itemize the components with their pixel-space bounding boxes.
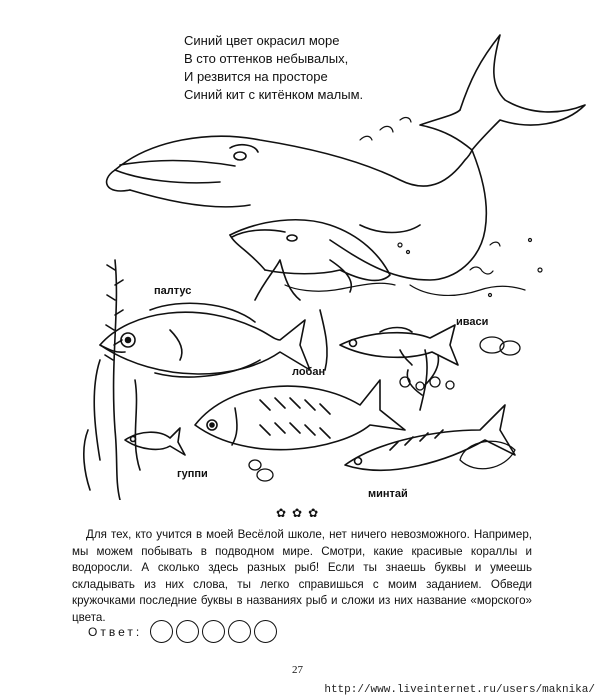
answer-label: Ответ: bbox=[88, 624, 143, 639]
fish-loban bbox=[195, 380, 405, 450]
answer-circle[interactable] bbox=[254, 620, 277, 643]
poem-line: Синий кит с китёнком малым. bbox=[184, 87, 364, 102]
answer-circle[interactable] bbox=[228, 620, 251, 643]
poem-line: Синий цвет окрасил море bbox=[184, 33, 340, 48]
big-whale bbox=[107, 136, 487, 280]
seaweed-center bbox=[255, 260, 327, 370]
label-mintai: минтай bbox=[368, 488, 408, 500]
coral bbox=[407, 350, 438, 410]
seaweed-left bbox=[84, 260, 140, 500]
answer-circle[interactable] bbox=[202, 620, 225, 643]
fish-paltus bbox=[100, 303, 310, 377]
label-guppi: гуппи bbox=[177, 468, 208, 480]
label-loban: лобан bbox=[292, 366, 326, 378]
answer-circle[interactable] bbox=[150, 620, 173, 643]
water-swirls bbox=[285, 118, 542, 297]
underwater-illustration bbox=[60, 30, 590, 500]
watermark: http://www.liveinternet.ru/users/maknika/ bbox=[324, 684, 595, 696]
flower-ornament: ✿✿✿ bbox=[276, 506, 325, 520]
label-paltus: палтус bbox=[154, 285, 192, 297]
poem-line: В сто оттенков небывалых, bbox=[184, 51, 349, 66]
answer-row bbox=[88, 620, 280, 643]
fish-mintai bbox=[345, 405, 515, 470]
fish-ivasi bbox=[340, 325, 458, 365]
poem-line: И резвится на просторе bbox=[184, 69, 328, 84]
page-number: 27 bbox=[292, 664, 303, 676]
task-instructions: Для тех, кто учится в моей Весёлой школе, нет ничего невозможного. Например, мы можем побывать в подводном мире. Смотри, какие красивые кораллы и водоросли. А сколько здесь разных рыб! Если ты знаешь буквы и умеешь складывать из них слова, ты легко справишься с моим заданием. Обведи кружочками последние буквы в названиях рыб и сложи из них название «морского» цвета. bbox=[72, 528, 532, 624]
answer-circle[interactable] bbox=[176, 620, 199, 643]
fish-guppi bbox=[125, 428, 185, 455]
whale-calf bbox=[230, 220, 390, 292]
whale-tail bbox=[420, 35, 585, 150]
label-ivasi: иваси bbox=[456, 316, 489, 328]
